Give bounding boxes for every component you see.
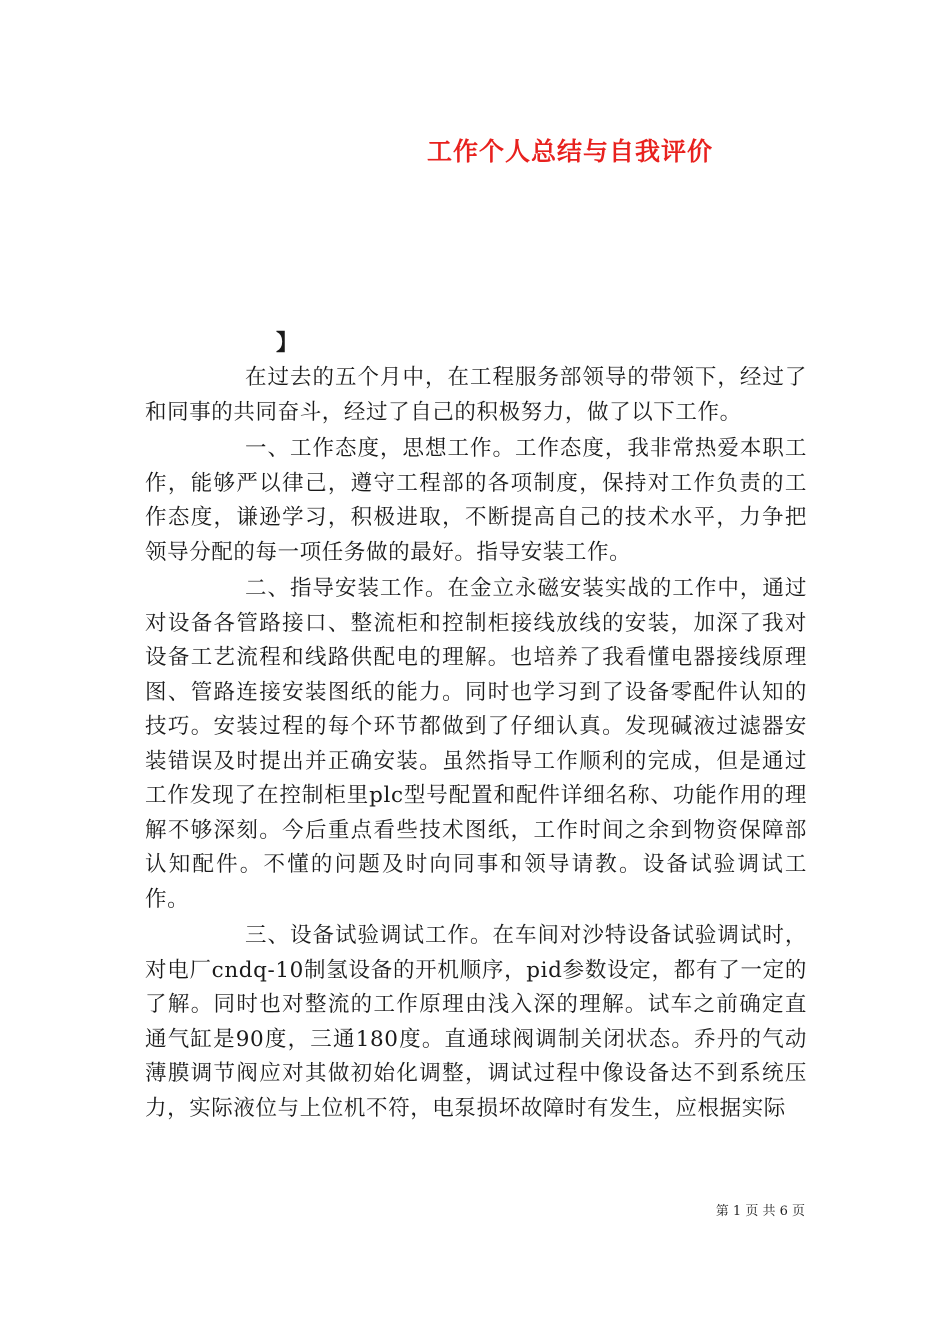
- paragraph-testing: 三、设备试验调试工作。在车间对沙特设备试验调试时，对电厂cndq-10制氢设备的开机顺序，pid参数设定，都有了一定的了解。同时也对整流的工作原理由浅入深的理解。试车之前确定直通气缸是90度，三通180度。直通球阀调制关闭状态。乔丹的气动薄膜调节阀应对其做初始化调整，调试过程中像设备达不到系统压力，实际液位与上位机不符，电泵损坏故障时有发生，应根据实际: [145, 923, 807, 1121]
- page-number-footer: 第 1 页 共 6 页: [715, 1204, 805, 1219]
- paragraph-work-attitude: 一、工作态度，思想工作。工作态度，我非常热爱本职工作，能够严以律己，遵守工程部的各项制度，保持对工作负责的工作态度，谦逊学习，积极进取，不断提高自己的技术水平，力争把领导分配的每一项任务做的最好。指导安装工作。: [145, 436, 807, 565]
- document-title: 工作个人总结与自我评价: [426, 137, 713, 166]
- bracket-mark: 】: [276, 330, 299, 356]
- document-body: [145, 361, 807, 1126]
- paragraph-intro: 在过去的五个月中，在工程服务部领导的带领下，经过了和同事的共同奋斗，经过了自己的积极努力，做了以下工作。: [145, 365, 807, 425]
- paragraph-installation: 二、指导安装工作。在金立永磁安装实战的工作中，通过对设备各管路接口、整流柜和控制柜接线放线的安装，加深了我对设备工艺流程和线路供配电的理解。也培养了我看懂电器接线原理图、管路连接安装图纸的能力。同时也学习到了设备零配件认知的技巧。安装过程的每个环节都做到了仔细认真。发现碱液过滤器安装错误及时提出并正确安装。虽然指导工作顺利的完成，但是通过工作发现了在控制柜里plc型号配置和配件详细名称、功能作用的理解不够深刻。今后重点看些技术图纸，工作时间之余到物资保障部认知配件。不懂的问题及时向同事和领导请教。设备试验调试工作。: [145, 576, 807, 912]
